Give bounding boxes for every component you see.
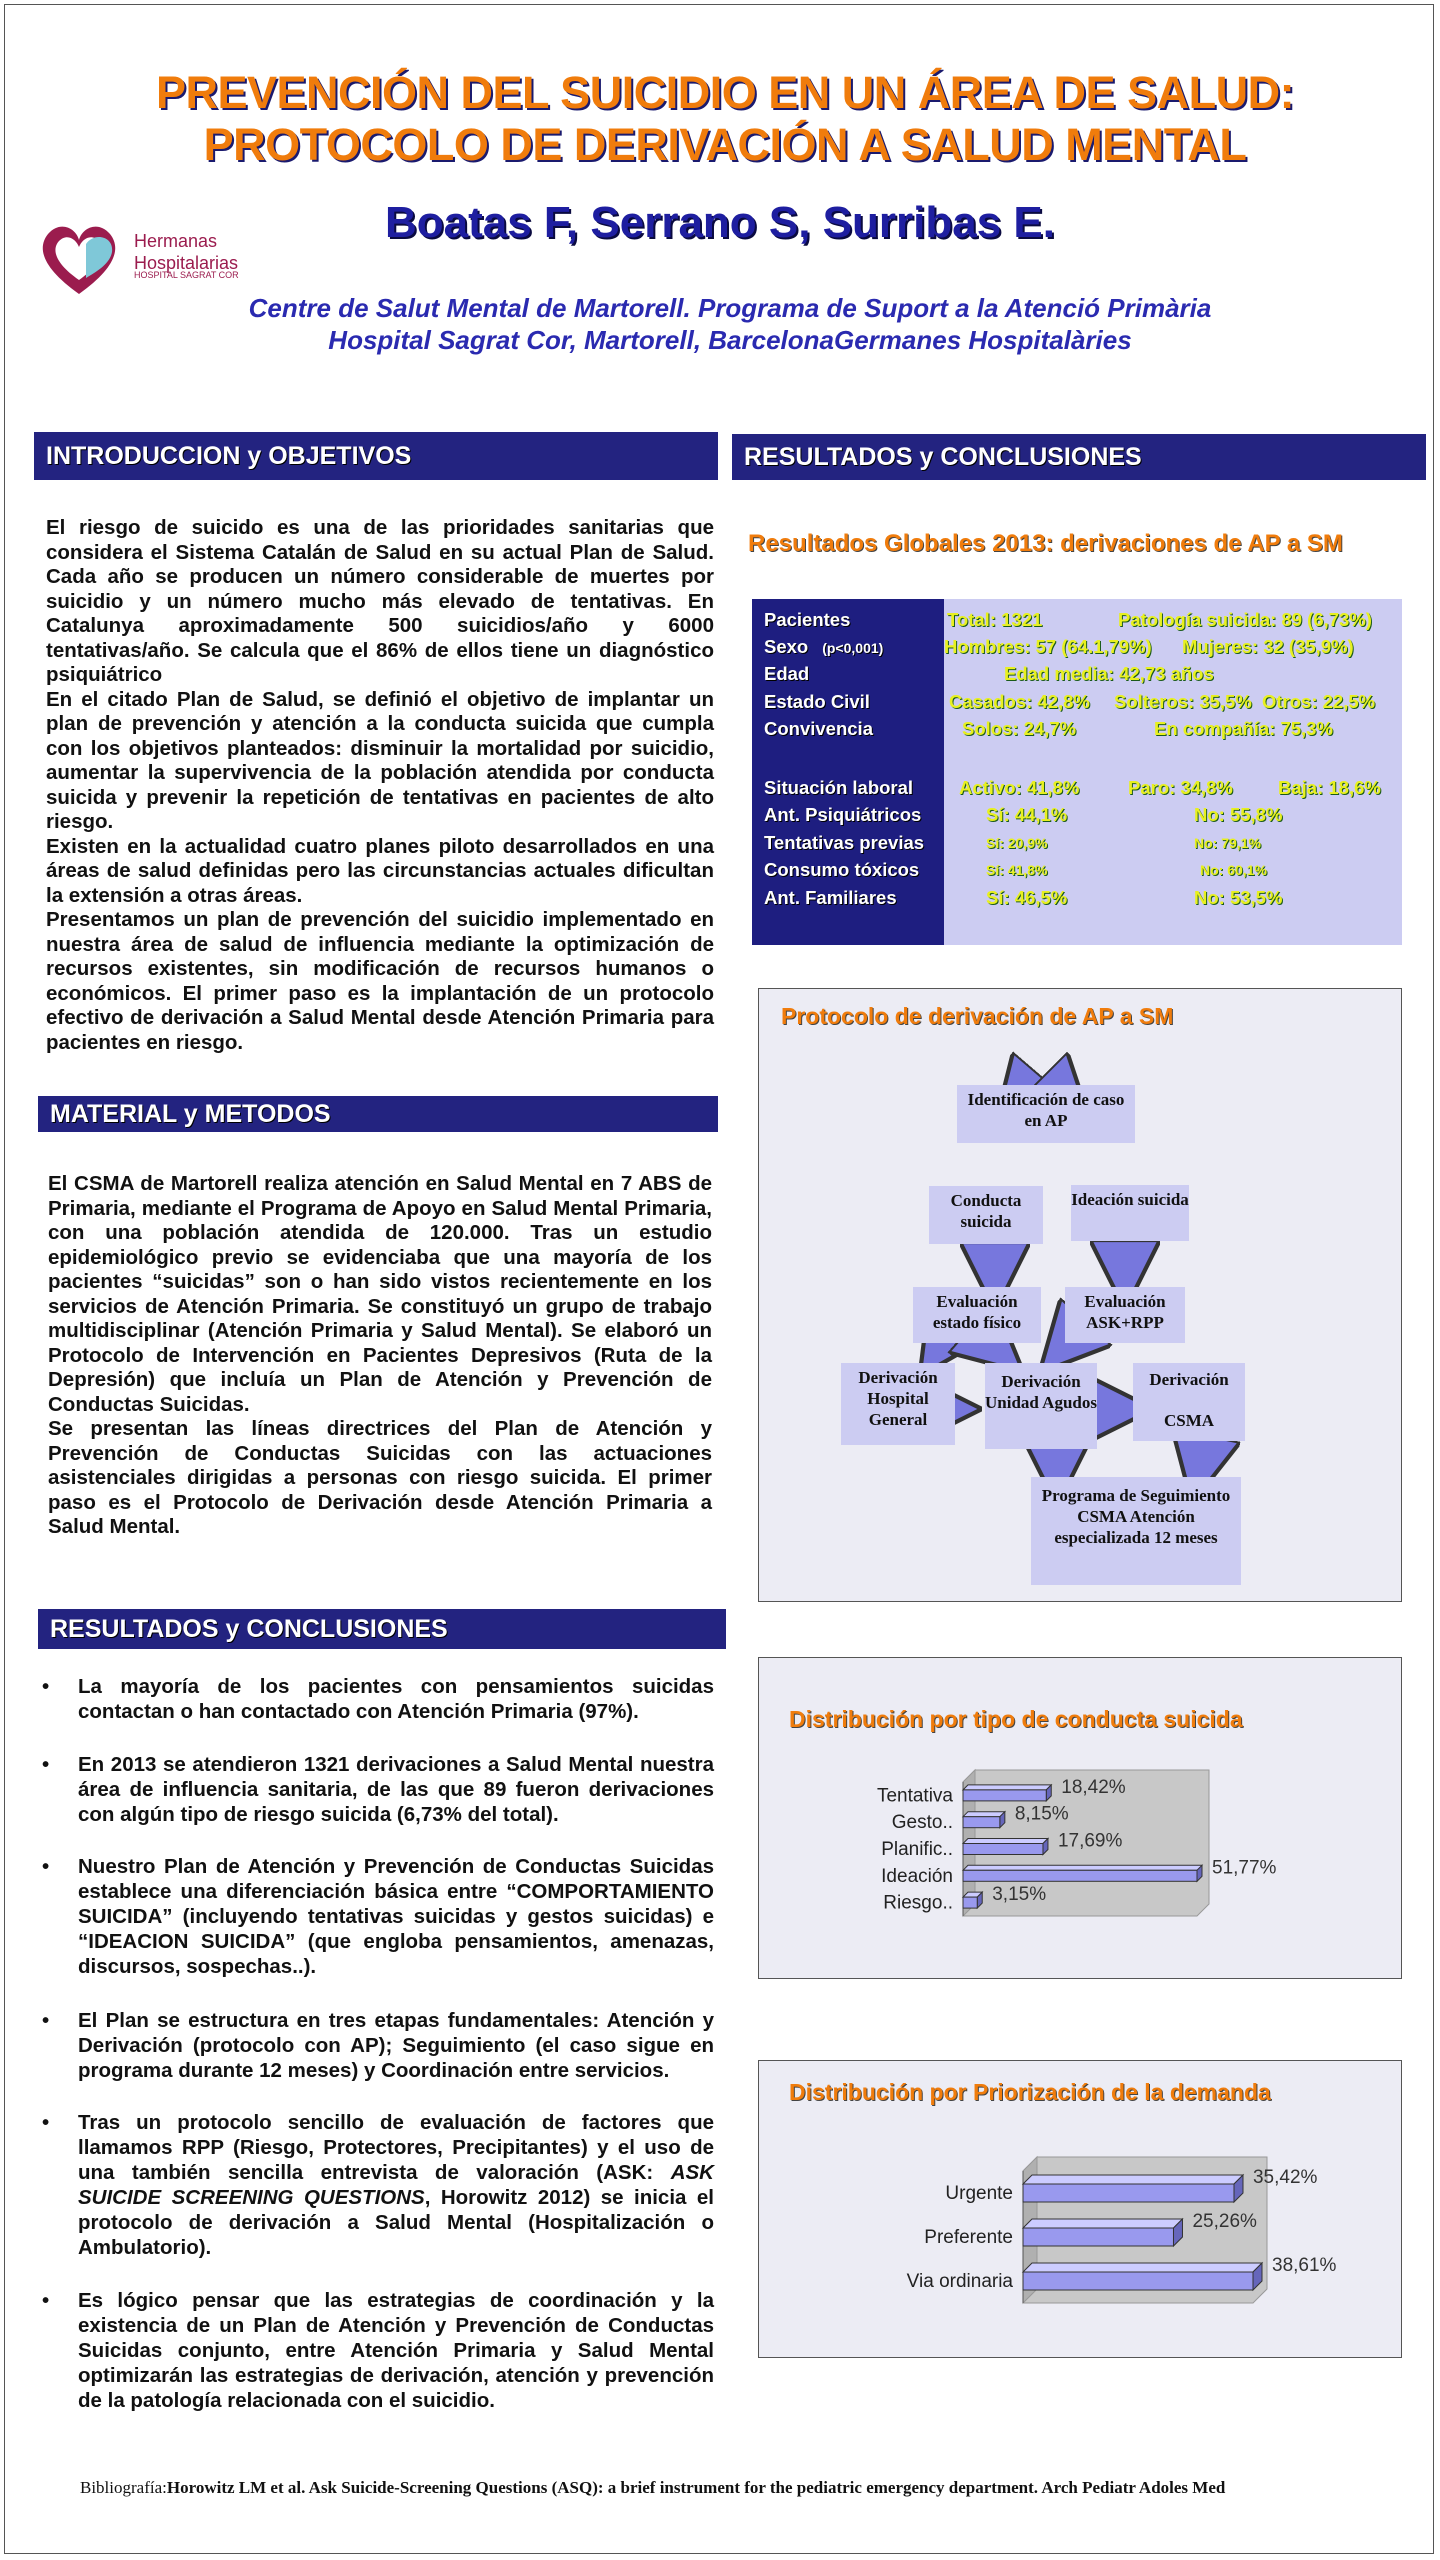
row-value: Sí: 20,9% xyxy=(986,835,1048,851)
results-table-title: Resultados Globales 2013: derivaciones de AP a SM xyxy=(748,530,1343,557)
category-label: Ideación xyxy=(881,1865,953,1887)
flow-node-programa: Programa de Seguimiento CSMA Atención especializada 12 meses xyxy=(1031,1477,1241,1585)
flow-node-der-csma-label: Derivación xyxy=(1149,1370,1229,1389)
row-label: Sexo (p<0,001) xyxy=(764,636,884,657)
bar xyxy=(1023,2272,1253,2290)
bar-top xyxy=(963,1785,1051,1790)
row-value: Solos: 24,7% xyxy=(962,718,1077,739)
logo-subtitle: HOSPITAL SAGRAT COR xyxy=(134,270,239,280)
row-value: Mujeres: 32 (35,9%) xyxy=(1182,636,1354,657)
row-label: Tentativas previas xyxy=(764,832,925,853)
methods-paragraph: El CSMA de Martorell realiza atención en Salud Mental en 7 ABS de Primaria, mediante el Programa de Apoyo en Salud Mental Primaria, con una población atendida de 120.000. Tras un estudio epidemiológico previo se evidenciaba que una mayoría de los pacientes “suicidas” son o han sido vistos recientemente en los servicios de Atención Primaria. Se constituyó un grupo de trabajo multidisciplinar (Atención Primaria y Salud Mental). Se elaboró un Protocolo de Intervención en Pacientes Depresivos (Ruta de la Depresión) que incluía un Plan de Atención y Prevención de Conductas Suicidas. xyxy=(48,1172,712,1416)
flow-node-eval-ask: Evaluación ASK+RPP xyxy=(1065,1287,1185,1343)
intro-heading: INTRODUCCION y OBJETIVOS xyxy=(34,432,718,480)
methods-paragraph: Se presentan las líneas directrices del Plan de Atención y Prevención de Conductas Suicidas con las actuaciones asistenciales dirigidas a personas con riesgo suicida. El primer paso es el Protocolo de Derivación desde Atención Primaria a Salud Mental. xyxy=(48,1417,712,1538)
intro-paragraph: Presentamos un plan de prevención del suicidio implementado en nuestra área de salud de influencia mediante la optimización de recursos existentes, sin modificación de recursos humanos o económicos. El primer paso es la implantación de un protocolo efectivo de derivación a Salud Mental desde Atención Primaria para pacientes en riesgo. xyxy=(46,908,714,1054)
flow-node-conducta: Conducta suicida xyxy=(929,1186,1043,1244)
bar-top xyxy=(1023,2263,1262,2272)
result-bullet: • El Plan se estructura en tres etapas fundamentales: Atención y Derivación (protocolo con AP); Seguimiento (el caso sigue en programa durante 12 meses) y Coordinación entre servicios. xyxy=(42,2009,714,2082)
row-label: Consumo tóxicos xyxy=(764,859,920,880)
results-left-heading: RESULTADOS y CONCLUSIONES xyxy=(38,1609,726,1649)
bar-top xyxy=(1023,2219,1182,2228)
row-value: Paro: 34,8% xyxy=(1128,777,1233,798)
flowchart-panel xyxy=(758,988,1402,1602)
bar-top xyxy=(1023,2175,1243,2184)
row-value: No: 79,1% xyxy=(1194,835,1261,851)
row-value: Otros: 22,5% xyxy=(1262,691,1376,712)
data-label: 35,42% xyxy=(1252,2167,1318,2188)
row-value: Sí: 41,8% xyxy=(986,862,1048,878)
bar-top xyxy=(963,1812,1005,1817)
heart-logo-icon xyxy=(34,214,124,304)
flow-node-der-hospital: Derivación Hospital General xyxy=(841,1363,955,1445)
chart-conducta-panel xyxy=(758,1657,1402,1979)
data-label: 38,61% xyxy=(1272,2255,1337,2276)
row-label: Pacientes xyxy=(764,609,851,630)
bar xyxy=(963,1790,1046,1801)
bar-top xyxy=(963,1839,1048,1844)
bar-top xyxy=(963,1865,1202,1870)
authors: Boatas F, Serrano S, Surribas E. xyxy=(384,198,1055,247)
row-value: Baja: 18,6% xyxy=(1278,777,1381,798)
poster-title-line1: PREVENCIÓN DEL SUICIDIO EN UN ÁREA DE SALUD: xyxy=(155,67,1295,118)
row-value: Sí: 46,5% xyxy=(986,887,1068,908)
intro-text xyxy=(46,516,714,1055)
bar xyxy=(1023,2184,1234,2202)
flow-node-der-csma-sub: CSMA xyxy=(1163,1411,1215,1430)
row-label: Edad xyxy=(764,663,810,684)
logo-name1: Hermanas xyxy=(134,231,218,251)
row-label: Ant. Familiares xyxy=(764,887,897,908)
result-bullet: • La mayoría de los pacientes con pensamientos suicidas contactan o han contactado con Atención Primaria (97%). xyxy=(42,1675,714,1723)
chart-conducta-svg xyxy=(759,1658,1403,1980)
hermanas-hospitalarias-logo xyxy=(34,214,264,304)
results-right-heading: RESULTADOS y CONCLUSIONES xyxy=(732,434,1426,480)
results-table xyxy=(752,599,1402,945)
row-label: Situación laboral xyxy=(764,777,914,798)
methods-text xyxy=(48,1172,712,1540)
row-value: Solteros: 35,5% xyxy=(1114,691,1252,712)
result-bullet: • Tras un protocolo sencillo de evaluación de factores que llamamos RPP (Riesgo, Protectores, Precipitantes) y el uso de una también sencilla entrevista de valoración (ASK: ASK SUICIDE SCREENING QUESTIONS, Horowitz 2012) se inicia el protocolo de derivación a Salud Mental (Hospitalización o Ambulatorio). xyxy=(42,2111,714,2259)
bar xyxy=(963,1817,1000,1828)
data-label: 8,15% xyxy=(1014,1803,1069,1825)
result-bullet: • Nuestro Plan de Atención y Prevención de Conductas Suicidas establece una diferenciación básica entre “COMPORTAMIENTO SUICIDA” (incluyendo tentativas suicidas y gestos suicidas) e “IDEACION SUICIDA” (que engloba pensamientos, amenazas, discursos, sospechas..). xyxy=(42,1855,714,1978)
arrow xyxy=(1199,1445,1204,1469)
row-value: Total: 1321 xyxy=(947,609,1043,630)
bar xyxy=(963,1870,1197,1881)
data-label: 17,69% xyxy=(1057,1830,1123,1852)
row-value: No: 55,8% xyxy=(1194,804,1283,825)
row-label: Ant. Psiquiátricos xyxy=(764,804,922,825)
chart-prioridad-title: Distribución por Priorización de la demanda xyxy=(789,2079,1271,2105)
row-value: No: 60,1% xyxy=(1200,862,1267,878)
result-bullet: • Es lógico pensar que las estrategias de coordinación y la existencia de un Plan de Atención y Prevención de Conductas Suicidas conjunto, entre Atención Primaria y Salud Mental optimizarán las estrategias de derivación, atención y prevención de la patología relacionada con el suicidio. xyxy=(42,2289,714,2412)
row-label: Estado Civil xyxy=(764,691,870,712)
data-label: 51,77% xyxy=(1212,1857,1277,1879)
chart-prioridad-panel xyxy=(758,2060,1402,2358)
flow-node-eval-fisico: Evaluación estado físico xyxy=(913,1287,1041,1343)
data-label: 18,42% xyxy=(1061,1776,1126,1798)
category-label: Preferente xyxy=(924,2227,1013,2248)
row-value: Patología suicida: 89 (6,73%) xyxy=(1118,609,1372,630)
category-label: Via ordinaria xyxy=(906,2271,1013,2292)
chart-prioridad-svg xyxy=(759,2061,1403,2359)
flow-node-identificacion: Identificación de caso en AP xyxy=(957,1085,1135,1143)
affiliation-line2: Hospital Sagrat Cor, Martorell, BarcelonaGermanes Hospitalàries xyxy=(328,325,1132,355)
category-label: Urgente xyxy=(945,2183,1013,2204)
category-label: Planific.. xyxy=(881,1839,953,1860)
row-value: Hombres: 57 (64.1,79%) xyxy=(944,636,1152,657)
chart-conducta-title: Distribución por tipo de conducta suicida xyxy=(789,1706,1243,1732)
category-label: Tentativa xyxy=(876,1785,953,1807)
intro-paragraph: Existen en la actualidad cuatro planes piloto desarrollados en una áreas de salud definidas pero las circunstancias actuales dificultan la extensión a otras áreas. xyxy=(46,834,714,907)
methods-heading: MATERIAL y METODOS xyxy=(38,1096,718,1132)
bar xyxy=(963,1844,1043,1855)
category-label: Riesgo.. xyxy=(883,1892,953,1914)
intro-paragraph: El riesgo de suicido es una de las prioridades sanitarias que considera el Sistema Catalán de Salud en su actual Plan de Salud. Cada año se producen un número considerable de muertes por suicidio y un número mucho más elevado de tentativas. En Catalunya aproximadamente 500 suicidios/año y 6000 tentativas/año. Se calcula que el 86% de ellos tiene un diagnóstico psiquiátrico xyxy=(46,516,714,686)
intro-paragraph: En el citado Plan de Salud, se definió el objetivo de implantar un plan de prevención y atención a la conducta suicida que cumpla con los objetivos planteados: disminuir la mortalidad por suicidio, aumentar la supervivencia de la población atendida por conducta suicida y prevenir la repetición de tentativas en pacientes de alto riesgo. xyxy=(46,687,714,833)
data-label: 25,26% xyxy=(1192,2211,1257,2232)
category-label: Gesto.. xyxy=(891,1812,953,1834)
bar xyxy=(963,1897,977,1908)
result-bullet: • En 2013 se atendieron 1321 derivaciones a Salud Mental nuestra área de influencia sanitaria, de las que 89 fueron derivaciones con algún tipo de riesgo suicida (6,73% del total). xyxy=(42,1753,714,1826)
row-label: Convivencia xyxy=(764,718,873,739)
row-value: No: 53,5% xyxy=(1194,887,1283,908)
poster-title-line2: PROTOCOLO DE DERIVACIÓN A SALUD MENTAL xyxy=(203,119,1247,170)
row-value: Sí: 44,1% xyxy=(986,804,1068,825)
row-value: Edad media: 42,73 años xyxy=(1004,663,1214,684)
flowchart-title: Protocolo de derivación de AP a SM xyxy=(781,1003,1174,1029)
flow-node-der-csma xyxy=(1133,1363,1245,1441)
bibliography: Bibliografía:Horowitz LM et al. Ask Suicide-Screening Questions (ASQ): a brief instrument for the pediatric emergency department. Arch Pediatr Adoles Med xyxy=(80,2478,1226,2497)
data-label: 3,15% xyxy=(992,1884,1047,1906)
row-value: Activo: 41,8% xyxy=(959,777,1080,798)
bar xyxy=(1023,2228,1173,2246)
flow-node-der-agudos: Derivación Unidad Agudos xyxy=(985,1363,1097,1449)
row-value: En compañía: 75,3% xyxy=(1154,718,1333,739)
row-value: Casados: 42,8% xyxy=(949,691,1090,712)
flow-node-ideacion: Ideación suicida xyxy=(1071,1185,1189,1241)
affiliation-line1: Centre de Salut Mental de Martorell. Programa de Suport a la Atenció Primària xyxy=(248,293,1212,323)
logo-name2: Hospitalarias xyxy=(134,253,239,273)
